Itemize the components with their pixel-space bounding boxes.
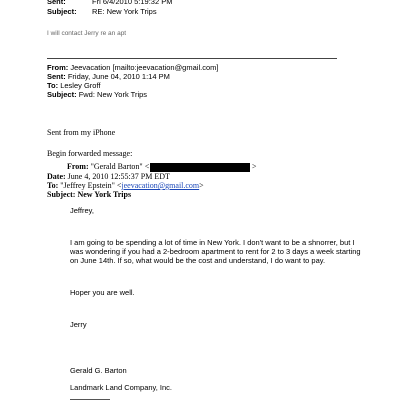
orig-subject-label: Subject: xyxy=(47,190,76,199)
begin-forwarded-line: Begin forwarded message: xyxy=(47,149,133,158)
orig-date-row xyxy=(47,172,170,181)
fwd-sent-row xyxy=(47,72,170,81)
signature-company: Landmark Land Company, Inc. xyxy=(70,383,173,392)
orig-from-row xyxy=(67,162,149,171)
fwd-subject-label: Subject: xyxy=(47,90,77,99)
orig-subject-row xyxy=(47,190,131,199)
signature-name: Gerald G. Barton xyxy=(70,366,127,375)
fwd-from-row xyxy=(47,63,218,72)
fwd-to-label: To: xyxy=(47,81,59,90)
top-sent-label: Sent: xyxy=(47,0,66,6)
top-sent-value: Fri 6/4/2010 5:19:32 PM xyxy=(92,0,173,6)
orig-to-row xyxy=(47,181,204,190)
orig-to-email-link[interactable]: jeevacation@gmail.com xyxy=(121,181,200,190)
top-subject-value: RE: New York Trips xyxy=(92,7,157,16)
orig-from-value: "Gerald Barton" < xyxy=(90,162,150,171)
orig-date-label: Date: xyxy=(47,172,66,181)
reply-text: I will contact Jerry re an apt xyxy=(47,30,127,37)
fwd-to-value: Lesley Groff xyxy=(60,81,101,90)
orig-from-close: > xyxy=(252,162,257,171)
body-para2: Hoper you are well. xyxy=(70,288,135,297)
redaction-box xyxy=(150,163,250,172)
orig-to-close: > xyxy=(199,181,204,190)
fwd-sent-label: Sent: xyxy=(47,72,66,81)
orig-from-label: From: xyxy=(67,162,89,171)
fwd-from-label: From: xyxy=(47,63,69,72)
fwd-subject-value: Fwd: New York Trips xyxy=(78,90,148,99)
fwd-to-row xyxy=(47,81,101,90)
body-para1-line1: I am going to be spending a lot of time in New York. I don't want to be a shnorrer, but I xyxy=(70,238,355,247)
header-divider xyxy=(47,58,337,59)
top-subject-label: Subject: xyxy=(47,7,77,16)
sent-from-line: Sent from my iPhone xyxy=(47,128,116,137)
orig-to-value: "Jeffrey Epstein" < xyxy=(60,181,122,190)
fwd-sent-value: Friday, June 04, 2010 1:14 PM xyxy=(67,72,170,81)
orig-subject-value: New York Trips xyxy=(77,190,132,199)
fwd-subject-row xyxy=(47,90,147,99)
body-para1-line2: was wondering if you had a 2-bedroom apartment to rent for 2 to 3 days a week starting xyxy=(70,247,361,256)
body-signoff: Jerry xyxy=(70,320,87,329)
orig-date-value: June 4, 2010 12:55:37 PM EDT xyxy=(67,172,170,181)
orig-to-label: To: xyxy=(47,181,59,190)
body-para1-line3: on June 14th. If so, what would be the cost and understand, I do want to pay. xyxy=(70,256,326,265)
fwd-from-value: Jeevacation [mailto:jeevacation@gmail.com] xyxy=(70,63,219,72)
body-greeting: Jeffrey, xyxy=(70,206,94,215)
